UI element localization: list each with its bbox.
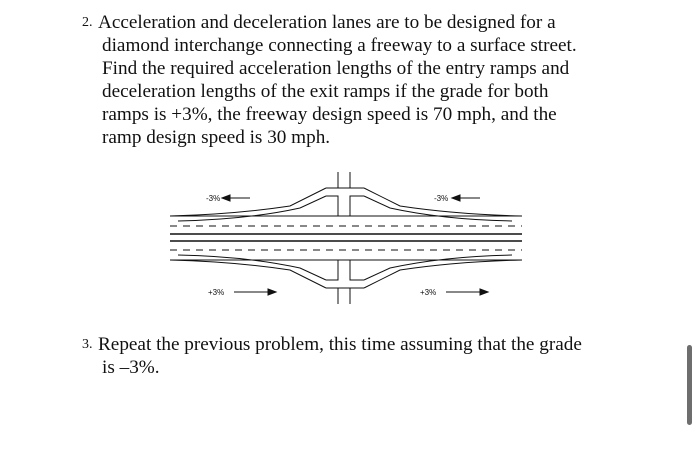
problem-2-number: 2. [82, 15, 93, 30]
problem-3 [82, 333, 642, 379]
arrowhead-bottom-left [268, 289, 276, 295]
grade-label-bottom-right: +3% [420, 288, 437, 297]
arrowhead-bottom-right [480, 289, 488, 295]
interchange-diagram [150, 168, 530, 310]
problem-2-line-3: Find the required acceleration lengths of the entry ramps and [102, 58, 570, 79]
problem-2-line-1: Acceleration and deceleration lanes are to be designed for a [98, 12, 556, 33]
problem-3-line-2: is –3%. [102, 357, 160, 378]
problem-2-line-5: ramps is +3%, the freeway design speed is 70 mph, and the [102, 104, 557, 125]
problem-3-line-1: Repeat the previous problem, this time assuming that the grade [98, 334, 582, 355]
problem-3-number: 3. [82, 337, 93, 352]
problem-2-line-6: ramp design speed is 30 mph. [102, 127, 331, 148]
vertical-scrollbar[interactable] [687, 345, 692, 425]
grade-label-top-left: -3% [206, 194, 221, 203]
grade-label-bottom-left: +3% [208, 288, 225, 297]
surface-street-bottom [326, 260, 364, 304]
arrowhead-top-left [222, 195, 230, 201]
problem-2-line-4: deceleration lengths of the exit ramps if the grade for both [102, 81, 549, 102]
problem-2-line-2: diamond interchange connecting a freeway to a surface street. [102, 35, 577, 56]
problem-2 [82, 11, 642, 149]
arrowhead-top-right [452, 195, 460, 201]
surface-street-top [326, 172, 364, 216]
grade-label-top-right: -3% [434, 194, 449, 203]
